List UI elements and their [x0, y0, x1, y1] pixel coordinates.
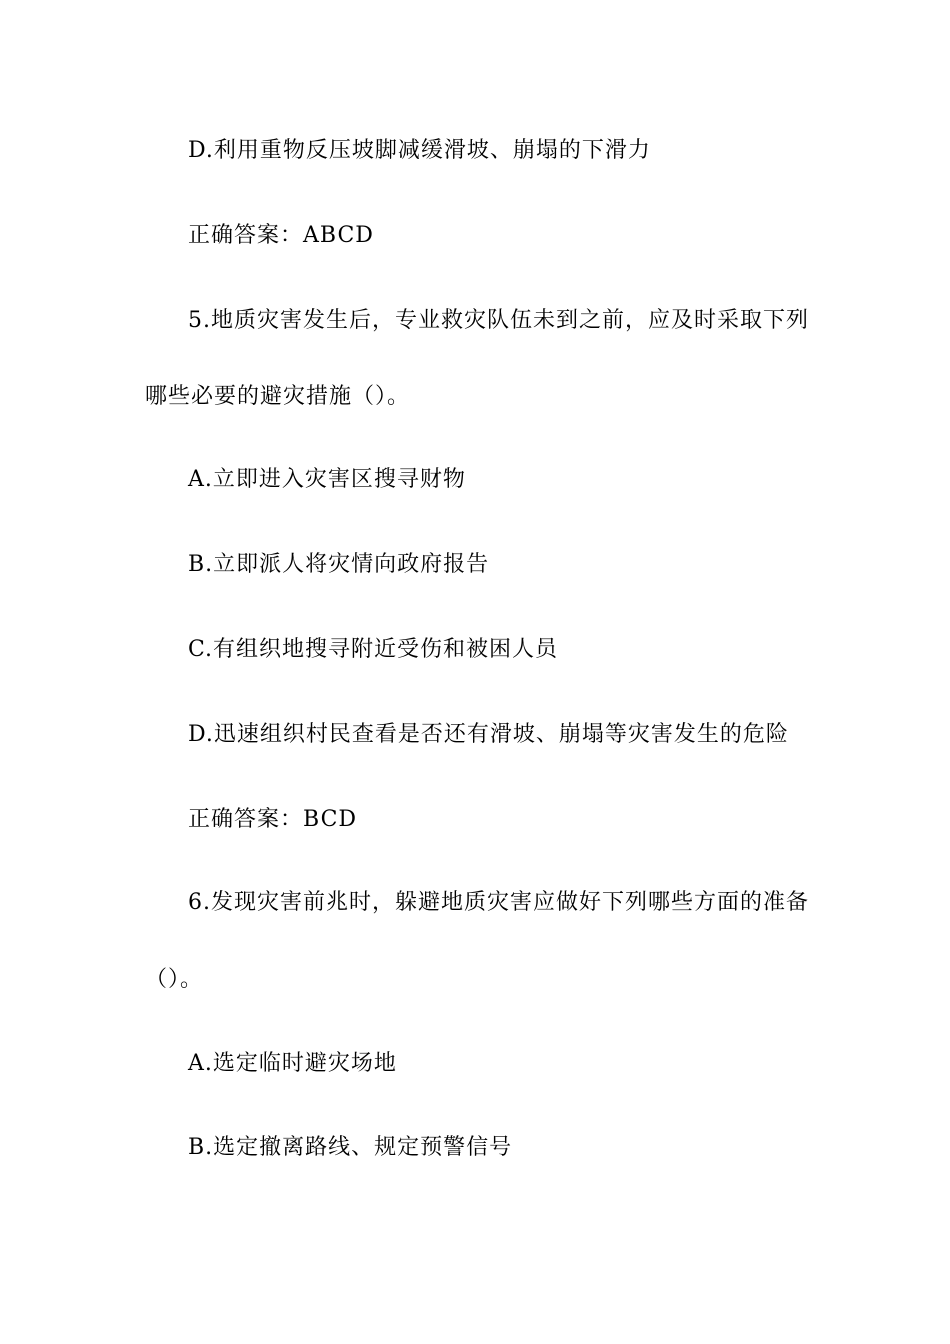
q4-answer: 正确答案：ABCD: [188, 223, 374, 248]
q4-option-d: D.利用重物反压坡脚减缓滑坡、崩塌的下滑力: [188, 138, 651, 163]
q5-stem-line2: 哪些必要的避灾措施（）。: [145, 384, 411, 409]
q5-option-c: C.有组织地搜寻附近受伤和被困人员: [188, 637, 559, 662]
q6-stem-line2: （）。: [145, 967, 204, 992]
q5-option-b: B.立即派人将灾情向政府报告: [188, 552, 490, 577]
q5-option-d: D.迅速组织村民查看是否还有滑坡、崩塌等灾害发生的危险: [188, 722, 789, 747]
q5-answer: 正确答案：BCD: [188, 807, 358, 832]
q5-stem-line1: 5.地质灾害发生后，专业救灾队伍未到之前，应及时采取下列: [188, 308, 809, 333]
q5-option-a: A.立即进入灾害区搜寻财物: [188, 467, 466, 492]
q6-stem-line1: 6.发现灾害前兆时，躲避地质灾害应做好下列哪些方面的准备: [188, 890, 809, 915]
q6-option-a: A.选定临时避灾场地: [188, 1051, 397, 1076]
q6-option-b: B.选定撤离路线、规定预警信号: [188, 1135, 513, 1160]
